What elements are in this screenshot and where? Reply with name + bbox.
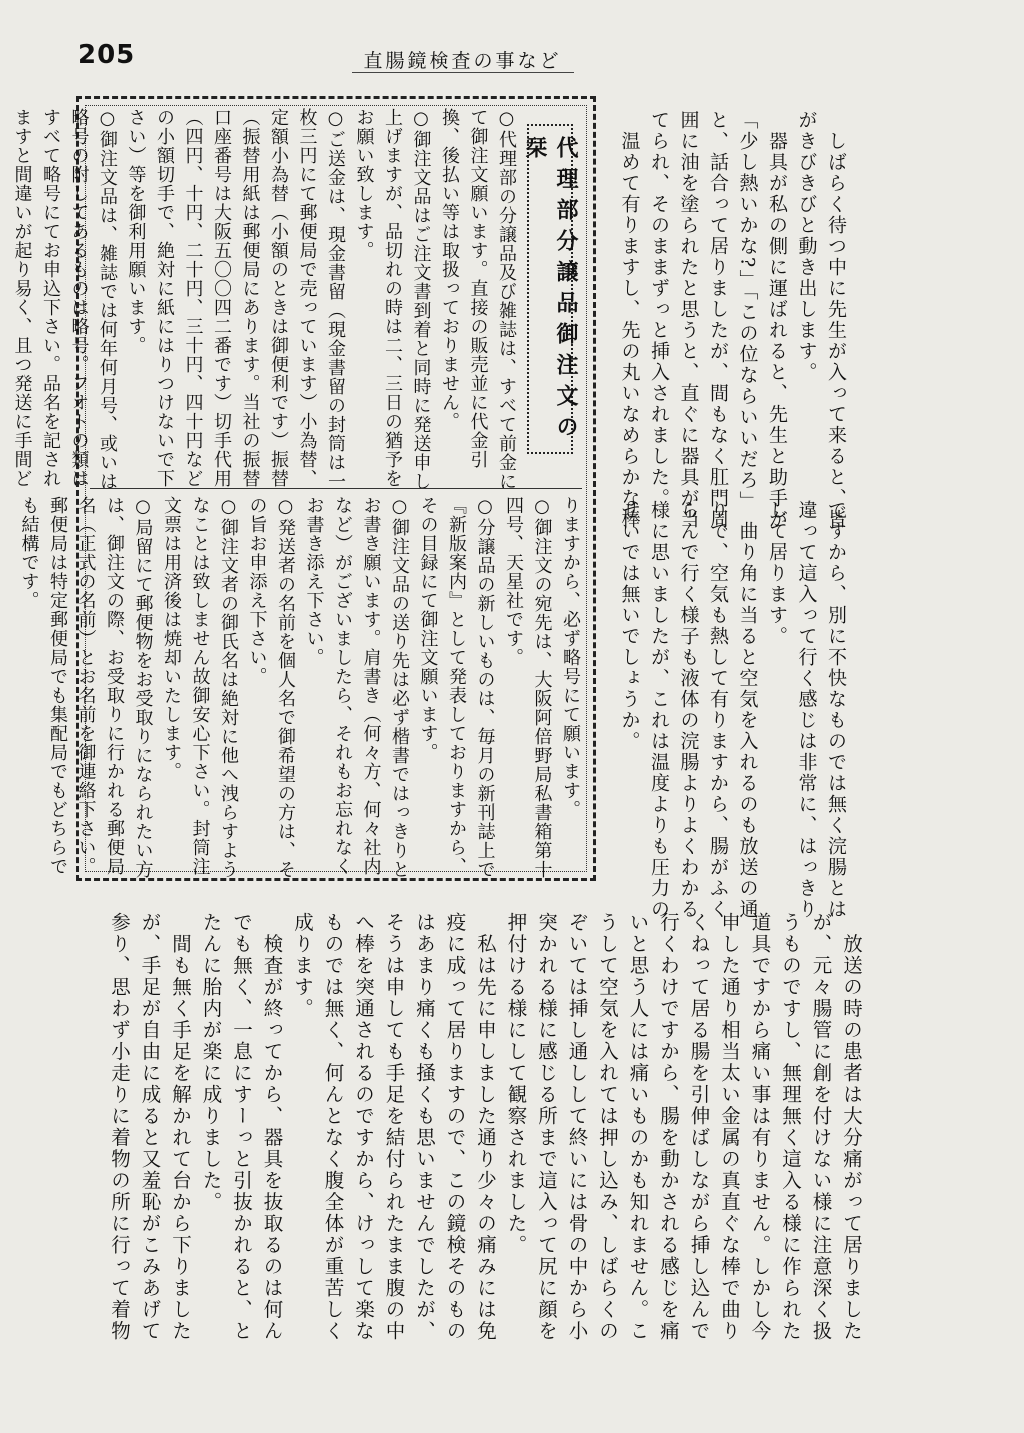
text-line: でも無く、一息にすーっと引抜かれると、と [230,912,253,1342]
text-line: いと思う人には痛いものかも知れません。こ [626,912,650,1342]
notice-line: すべて略号にてお申込下さい。品名を記され [40,108,61,488]
text-line: して居ります。 [766,500,788,647]
text-line: へ棒を突通されるのですから、けっして楽な [352,912,375,1342]
text-line: 突かれる様に感じる所まで這入って尻に顔を [535,912,558,1342]
notice-line: 枚三円にて郵便局で売っています）小為替、 [296,108,318,488]
text-line: らんで行く様子も液体の浣腸よりよくわかる [677,500,700,920]
notice-line: は、御注文の際、お受取りに行かれる郵便局 [104,496,125,876]
text-line: せいでは無いでしょうか。 [618,500,641,752]
text-line: 成ります。 [291,912,314,1020]
notice-line: 『新版案内』として発表しておりますから、 [446,496,467,876]
text-line: と、話合って居りましたが、間もなく肛門周 [707,110,729,530]
text-line: 放送の時の患者は大分痛がって居りました [840,912,863,1342]
text-line: 道具ですから痛い事は有りません。しかし今 [748,912,772,1342]
notice-line: ○御注文品の送り先は必ず楷書ではっきりと [389,496,410,879]
notice-line: 上げますが、品切れの時は二、三日の猶予を [382,108,403,488]
text-line: 違って這入って行く感じは非常に、はっきり [795,500,818,920]
notice-line: （振替用紙は郵便局にあります。当社の振替 [239,108,261,488]
notice-line: の旨お申添え下さい。 [246,496,268,686]
notice-line: 定額小為替（小額のときは御便利です）振替 [268,108,289,488]
text-line: くねって居る腸を引伸ばしながら挿し込んで [687,912,711,1342]
upper-right-text [610,110,850,530]
text-line: 間も無く手足を解かれて台から下りました [169,912,192,1342]
text-line: そうは申しても手足を結付られたまま腹の中 [382,912,406,1342]
text-line: 検査が終ってから、器具を抜取るのは何ん [260,912,284,1342]
page-number: 205 [78,40,136,70]
notice-line: りますから、必ず略号にて願います。 [560,496,581,819]
notice-line: その目録にて御注文願います。 [417,496,439,762]
text-line: 疫に成って居りますので、この鏡検そのもの [443,912,467,1342]
notice-line: ○局留にて郵便物をお受取りになられたい方 [132,496,154,879]
text-line: うものですし、無理無く這入る様に作られた [779,912,802,1342]
lower-text [66,912,866,1342]
text-line: しばらく待つ中に先生が入って来ると、皆 [825,110,847,530]
notice-line: 郵便局は特定郵便局でも集配局でもどちらで [47,496,68,876]
notice-line: お書き願います。肩書き（何々方、何々社内 [360,496,382,876]
notice-line: 口座番号は大阪五〇〇四二番です）切手代用 [211,108,232,488]
notice-title: 代理部分譲品御注文の栞 [527,124,573,454]
notice-line: ○御注文品はご注文書到着と同時に発送申し [410,108,432,491]
text-line: が、元々腸管に創を付けない様に注意深く扱 [809,912,833,1342]
notice-line: （四円、十円、二十円、三十円、四十円など [182,108,204,488]
notice-line: ○御注文の宛先は、大阪阿倍野局私書箱第十 [531,496,553,879]
text-line: が、手足が自由に成ると又羞恥がこみあげて [138,912,162,1342]
notice-line: て御注文願います。直接の販売並に代金引 [467,108,489,469]
notice-line: なことは致しません故御安心下さい。封筒注 [189,496,211,876]
notice-line: ますと間違いが起り易く、且つ発送に手間ど [11,108,33,488]
text-line: 行くわけですから、腸を動かされる感じを痛 [657,912,680,1342]
notice-line: の小額切手で、絶対に紙にはりつけないで下 [154,108,175,488]
text-line: うして空気を入れては押し込み、しばらくの [596,912,619,1342]
text-line: 「少し熱いかな?」「この位ならいいだろ」 [736,110,759,512]
text-line: はあまり痛くも掻くも思いませんでしたが、 [413,912,436,1342]
text-line: 器具が私の側に運ばれると、先生と助手が [766,110,788,530]
text-line: 私は先に申しました通り少々の痛みには免 [474,912,497,1342]
notice-line: 文票は用済後は焼却いたします。 [161,496,182,781]
text-line: ですから、別に不快なものでは無く浣腸とは [825,500,847,920]
notice-line: ○御注文者の御氏名は絶対に他へ洩らすよう [218,496,239,879]
text-line: がきびきびと動き出します。 [795,110,818,383]
header-rule [352,72,574,73]
text-line: ものでは無く、何んとなく腹全体が重苦しく [321,912,345,1342]
notice-line: さい）等を御利用願います。 [125,108,147,355]
text-line: 押付ける様にして観察されました。 [504,912,528,1256]
text-line: 参り、思わず小走りに着物の所に行って着物 [108,912,131,1342]
text-line: てられ、そのままずっと挿入されました。 [648,110,670,509]
text-line: 様に思いましたが、これは温度よりも圧力の [648,500,670,920]
notice-top-text [11,108,520,491]
notice-bottom-text [18,496,584,879]
notice-line: 略号の附してあるものは略号。フオトの類は [68,108,90,488]
text-line: 温めて有りますし、先の丸いなめらかな棒 [618,110,641,530]
text-line: 申した通り相当太い金属の真直ぐな棒で曲り [718,912,741,1342]
notice-line: など）がございましたら、それもお忘れなく [332,496,353,876]
notice-line: お書き添え下さい。 [303,496,325,667]
notice-line: ○発送者の名前を個人名で御希望の方は、そ [275,496,296,879]
text-line: りで、空気も熱して有りますから、腸がふく [707,500,729,920]
notice-line: ○代理部の分譲品及び雑誌は、すべて前金に [496,108,517,491]
notice-line: ○御注文品は、雑誌では何年何月号、或いは [97,108,118,491]
notice-line: お願い致します。 [353,108,375,260]
notice-line: 名（正式の名前）とお名前を御連絡下さい。 [75,496,97,876]
text-line: 曲り角に当ると空気を入れるのも放送の通 [736,500,759,920]
notice-divider [90,488,582,489]
text-line: ぞいては挿し通しして終いには骨の中から小 [565,912,589,1342]
middle-right-text [610,500,850,920]
notice-line: 四号、天星社です。 [503,496,524,667]
notice-line: ○ご送金は、現金書留（現金書留の封筒は一 [325,108,346,491]
notice-line: ○分譲品の新しいものは、毎月の新刊誌上で [474,496,496,879]
notice-line: も結構です。 [18,496,40,610]
text-line: たんに胎内が楽に成りました。 [199,912,223,1213]
notice-line: 換、後払い等は取扱っておりません。 [439,108,460,431]
running-title: 直腸鏡検査の事など [363,50,562,72]
text-line: 囲に油を塗られたと思うと、直ぐに器具が当 [677,110,700,530]
